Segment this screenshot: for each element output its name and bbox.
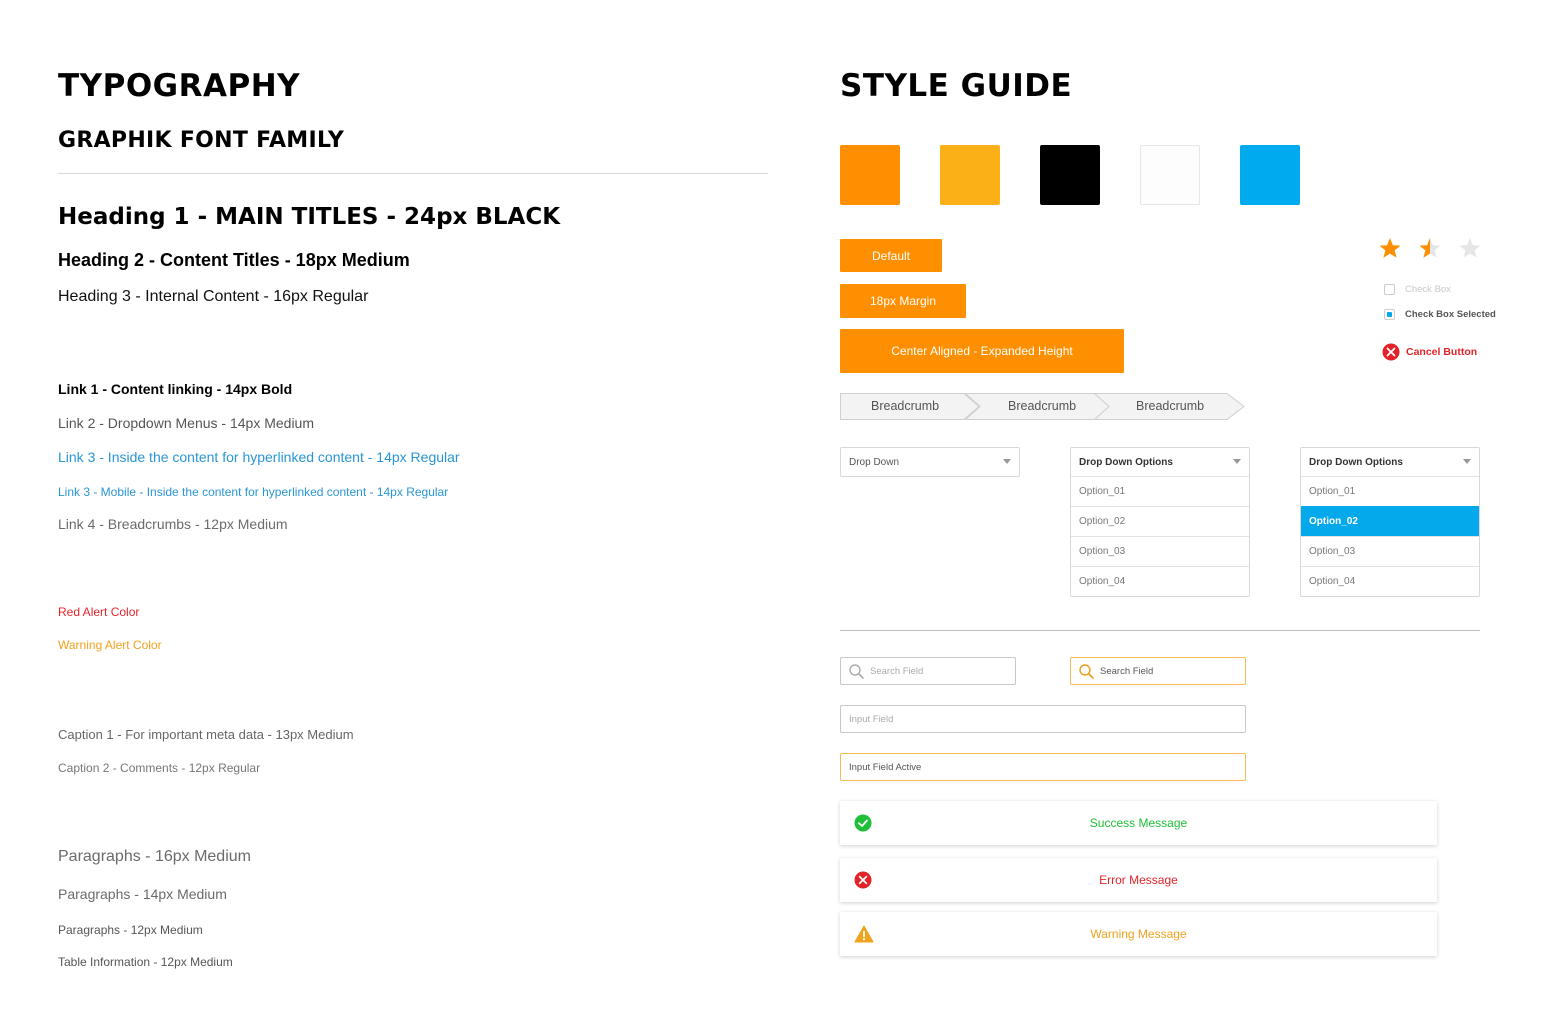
dropdown-selected[interactable] xyxy=(1300,447,1480,597)
dropdown-option[interactable]: Option_04 xyxy=(1071,566,1249,596)
dropdown-header[interactable] xyxy=(841,448,1019,476)
color-swatch-white xyxy=(1140,145,1200,205)
dropdown-closed[interactable] xyxy=(840,447,1020,477)
dropdown-label: Drop Down Options xyxy=(1079,456,1173,468)
breadcrumb-label: Breadcrumb xyxy=(1136,399,1205,413)
link3-sample[interactable]: Link 3 - Inside the content for hyperlinked content - 14px Regular xyxy=(58,449,460,465)
cancel-button-label: Cancel Button xyxy=(1406,346,1478,358)
heading3-sample: Heading 3 - Internal Content - 16px Regular xyxy=(58,288,369,305)
dropdown-label: Drop Down Options xyxy=(1309,456,1403,468)
font-family-subtitle: GRAPHIK FONT FAMILY xyxy=(58,128,345,153)
heading2-sample: Heading 2 - Content Titles - 18px Medium xyxy=(58,250,410,270)
dropdown-label: Drop Down xyxy=(849,456,900,468)
style-guide-title: STYLE GUIDE xyxy=(840,68,1073,104)
color-swatch-amber xyxy=(940,145,1000,205)
breadcrumb-label: Breadcrumb xyxy=(1008,399,1077,413)
star-empty-icon xyxy=(1460,238,1481,258)
checkbox-label: Check Box xyxy=(1405,284,1451,295)
dropdown-option[interactable]: Option_02 xyxy=(1071,506,1249,536)
dropdown-option[interactable]: Option_03 xyxy=(1071,536,1249,566)
breadcrumb-item-3[interactable] xyxy=(1094,393,1246,420)
input-field-active[interactable] xyxy=(840,753,1246,781)
caption1-sample: Caption 1 - For important meta data - 13px Medium xyxy=(58,727,354,742)
table-information-sample: Table Information - 12px Medium xyxy=(58,955,233,969)
default-button[interactable]: Default xyxy=(840,239,942,272)
chevron-down-icon xyxy=(1003,459,1011,464)
paragraph-16-sample: Paragraphs - 16px Medium xyxy=(58,848,251,865)
section-divider xyxy=(58,173,768,174)
star-rating[interactable] xyxy=(1378,236,1488,262)
warning-message xyxy=(840,912,1437,956)
input-field[interactable] xyxy=(840,705,1246,733)
chevron-down-icon xyxy=(1463,459,1471,464)
dropdown-open[interactable] xyxy=(1070,447,1250,597)
red-alert-color-sample: Red Alert Color xyxy=(58,605,140,619)
expanded-button[interactable]: Center Aligned - Expanded Height xyxy=(840,329,1124,373)
checkbox-unchecked[interactable] xyxy=(1384,284,1451,295)
color-swatch-orange xyxy=(840,145,900,205)
search-input[interactable] xyxy=(840,657,1016,685)
search-placeholder: Search Field xyxy=(870,665,924,677)
check-circle-icon xyxy=(854,814,872,832)
checkbox-selected-label: Check Box Selected xyxy=(1405,309,1496,320)
close-circle-icon xyxy=(1382,343,1400,361)
checkbox-box-selected[interactable] xyxy=(1384,309,1395,320)
checkbox-checked[interactable] xyxy=(1384,309,1496,320)
warning-alert-color-sample: Warning Alert Color xyxy=(58,638,162,652)
star-full-icon xyxy=(1380,238,1401,258)
breadcrumb-label: Breadcrumb xyxy=(871,399,940,413)
color-swatch-black xyxy=(1040,145,1100,205)
dropdown-option[interactable]: Option_01 xyxy=(1071,476,1249,506)
search-active-value: Search Field xyxy=(1100,665,1154,677)
success-message xyxy=(840,801,1437,845)
margin-button[interactable]: 18px Margin xyxy=(840,284,966,318)
caption2-sample: Caption 2 - Comments - 12px Regular xyxy=(58,761,261,775)
dropdown-option-selected[interactable]: Option_02 xyxy=(1301,506,1479,536)
error-circle-icon xyxy=(854,871,872,889)
error-message xyxy=(840,858,1437,902)
error-message-text: Error Message xyxy=(1099,873,1178,887)
link2-sample[interactable]: Link 2 - Dropdown Menus - 14px Medium xyxy=(58,415,315,431)
search-icon xyxy=(1079,664,1094,679)
checkbox-box[interactable] xyxy=(1384,284,1395,295)
dropdown-option[interactable]: Option_04 xyxy=(1301,566,1479,596)
input-active-value: Input Field Active xyxy=(849,761,922,773)
heading1-sample: Heading 1 - MAIN TITLES - 24px BLACK xyxy=(58,204,561,230)
warning-message-text: Warning Message xyxy=(1090,927,1187,941)
paragraph-12-sample: Paragraphs - 12px Medium xyxy=(58,923,203,937)
chevron-down-icon xyxy=(1233,459,1241,464)
link4-sample[interactable]: Link 4 - Breadcrumbs - 12px Medium xyxy=(58,516,288,532)
color-swatch-blue xyxy=(1240,145,1300,205)
dropdown-header[interactable] xyxy=(1071,448,1249,476)
dropdown-option[interactable]: Option_03 xyxy=(1301,536,1479,566)
success-message-text: Success Message xyxy=(1089,816,1188,830)
dropdown-header[interactable] xyxy=(1301,448,1479,476)
typography-title: TYPOGRAPHY xyxy=(58,68,301,104)
warning-triangle-icon xyxy=(854,925,874,943)
input-placeholder: Input Field xyxy=(849,713,894,725)
search-input-active[interactable] xyxy=(1070,657,1246,685)
search-icon xyxy=(849,664,864,679)
paragraph-14-sample: Paragraphs - 14px Medium xyxy=(58,886,227,902)
dropdown-option[interactable]: Option_01 xyxy=(1301,476,1479,506)
breadcrumb-item-1[interactable] xyxy=(840,393,980,420)
cancel-button[interactable] xyxy=(1382,343,1477,361)
link1-sample[interactable]: Link 1 - Content linking - 14px Bold xyxy=(58,381,293,397)
breadcrumb-item-2[interactable] xyxy=(965,393,1113,420)
form-divider xyxy=(840,630,1480,631)
link3-mobile-sample[interactable]: Link 3 - Mobile - Inside the content for hyperlinked content - 14px Regular xyxy=(58,485,449,499)
